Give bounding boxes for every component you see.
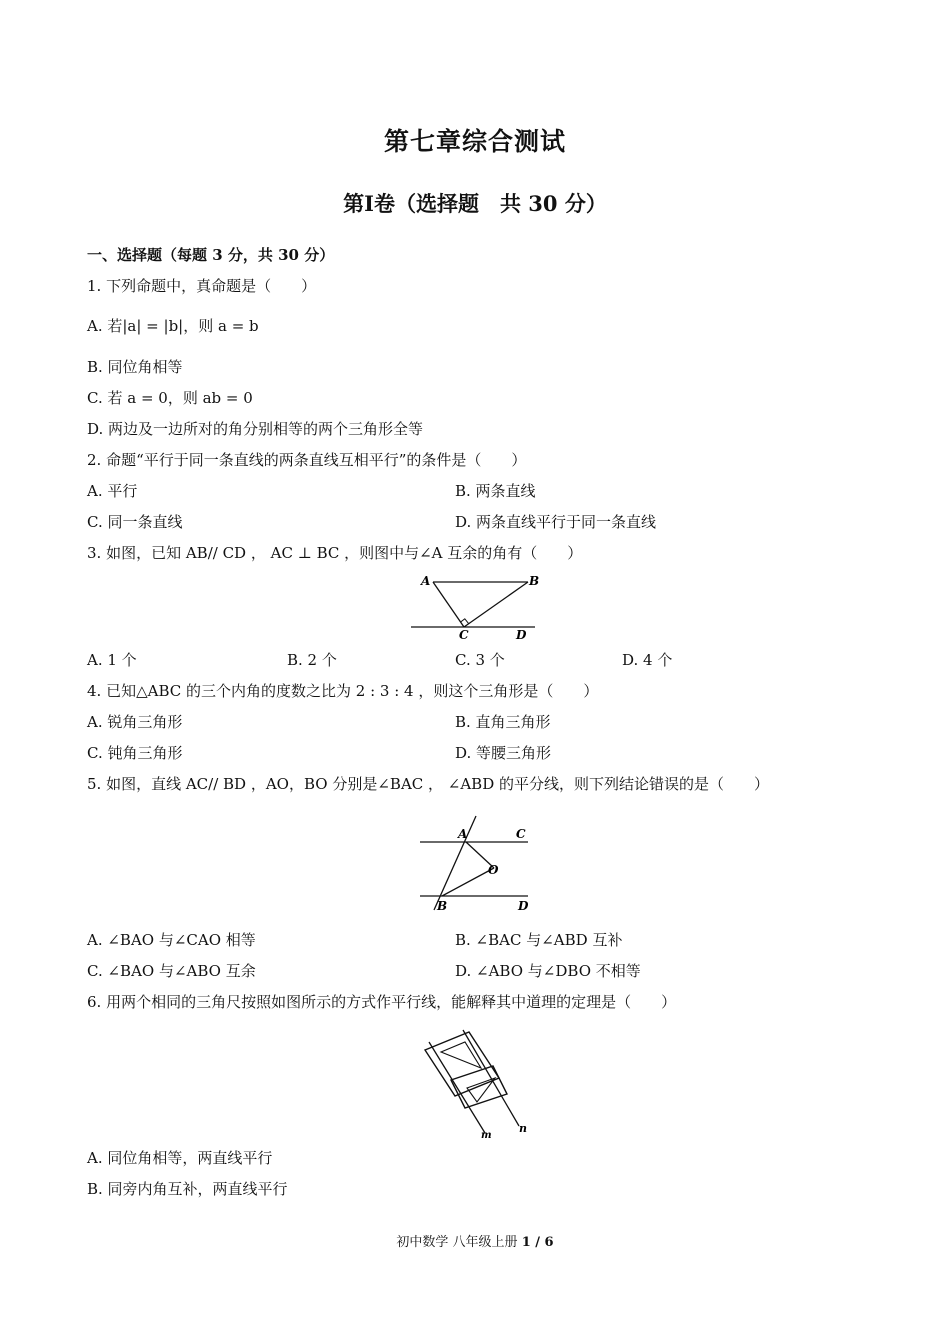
q3-label-a: A — [421, 574, 431, 588]
q3-option-b: B. 2 个 — [287, 651, 337, 669]
section-heading: 一、选择题（每题 3 分，共 30 分） — [87, 246, 335, 264]
q4-option-c: C. 钝角三角形 — [87, 744, 183, 762]
q5-bisector-bo — [442, 868, 494, 896]
section-subtitle: 第Ⅰ卷（选择题 共 30 分） — [343, 191, 607, 216]
q5-label-b: B — [437, 899, 448, 913]
q2-option-c: C. 同一条直线 — [87, 513, 183, 531]
q6-triangle-ruler-top-inner — [441, 1042, 481, 1068]
q5-option-c: C. ∠BAO 与∠ABO 互余 — [87, 962, 256, 980]
q6-figure — [415, 1028, 535, 1140]
q4-stem: 4. 已知△ABC 的三个内角的度数之比为 2 : 3 : 4 ，则这个三角形是（ ） — [87, 682, 599, 700]
q3-stem: 3. 如图，已知 AB// CD ， AC ⊥ BC ，则图中与∠A 互余的角有（ ） — [87, 544, 583, 562]
q6-option-b: B. 同旁内角互补，两直线平行 — [87, 1180, 288, 1198]
footer-page-number: 1 / 6 — [521, 1235, 554, 1250]
q5-label-c: C — [516, 827, 526, 841]
q3-option-d: D. 4 个 — [622, 651, 673, 669]
q2-option-a: A. 平行 — [87, 482, 138, 500]
q1-option-d: D. 两边及一边所对的角分别相等的两个三角形全等 — [87, 420, 424, 438]
q4-option-d: D. 等腰三角形 — [455, 744, 552, 762]
q1-option-c: C. 若 a = 0，则 ab = 0 — [87, 389, 253, 407]
page-title: 第七章综合测试 — [383, 127, 566, 156]
q5-option-d: D. ∠ABO 与∠DBO 不相等 — [455, 962, 641, 980]
page-footer — [0, 1231, 950, 1250]
q5-label-o: O — [488, 863, 499, 877]
footer-course: 初中数学 八年级上册 — [396, 1235, 518, 1250]
q1-stem: 1. 下列命题中，真命题是（ ） — [87, 277, 317, 295]
q6-triangle-ruler-bottom — [451, 1066, 507, 1108]
q2-option-b: B. 两条直线 — [455, 482, 536, 500]
q4-option-a: A. 锐角三角形 — [87, 713, 183, 731]
q6-label-m: m — [481, 1130, 492, 1140]
q6-triangle-ruler-top — [425, 1032, 499, 1096]
q4-option-b: B. 直角三角形 — [455, 713, 551, 731]
q3-label-d: D — [516, 628, 527, 642]
q2-option-d: D. 两条直线平行于同一条直线 — [455, 513, 657, 531]
q3-segment-bc — [464, 582, 528, 627]
q6-option-a: A. 同位角相等，两直线平行 — [87, 1149, 273, 1167]
q3-label-c: C — [459, 628, 469, 642]
q5-label-a: A — [458, 827, 468, 841]
q3-figure — [405, 568, 545, 644]
q3-option-a: A. 1 个 — [87, 651, 137, 669]
q5-stem: 5. 如图，直线 AC// BD ，AO，BO 分别是∠BAC ， ∠ABD 的平分线，则下列结论错误的是（ ） — [87, 775, 770, 793]
q5-option-a: A. ∠BAO 与∠CAO 相等 — [87, 931, 256, 949]
q5-label-d: D — [518, 899, 529, 913]
q2-stem: 2. 命题“平行于同一条直线的两条直线互相平行”的条件是（ ） — [87, 451, 527, 469]
q3-segment-ac — [433, 582, 464, 627]
q6-label-n: n — [519, 1122, 527, 1135]
q1-option-a: A. 若|a| = |b|，则 a = b — [87, 317, 259, 335]
q5-figure — [412, 812, 542, 916]
q3-option-c: C. 3 个 — [455, 651, 505, 669]
q1-option-b: B. 同位角相等 — [87, 358, 183, 376]
q3-label-b: B — [529, 574, 540, 588]
q6-stem: 6. 用两个相同的三角尺按照如图所示的方式作平行线，能解释其中道理的定理是（ ） — [87, 993, 677, 1011]
q5-option-b: B. ∠BAC 与∠ABD 互补 — [455, 931, 623, 949]
